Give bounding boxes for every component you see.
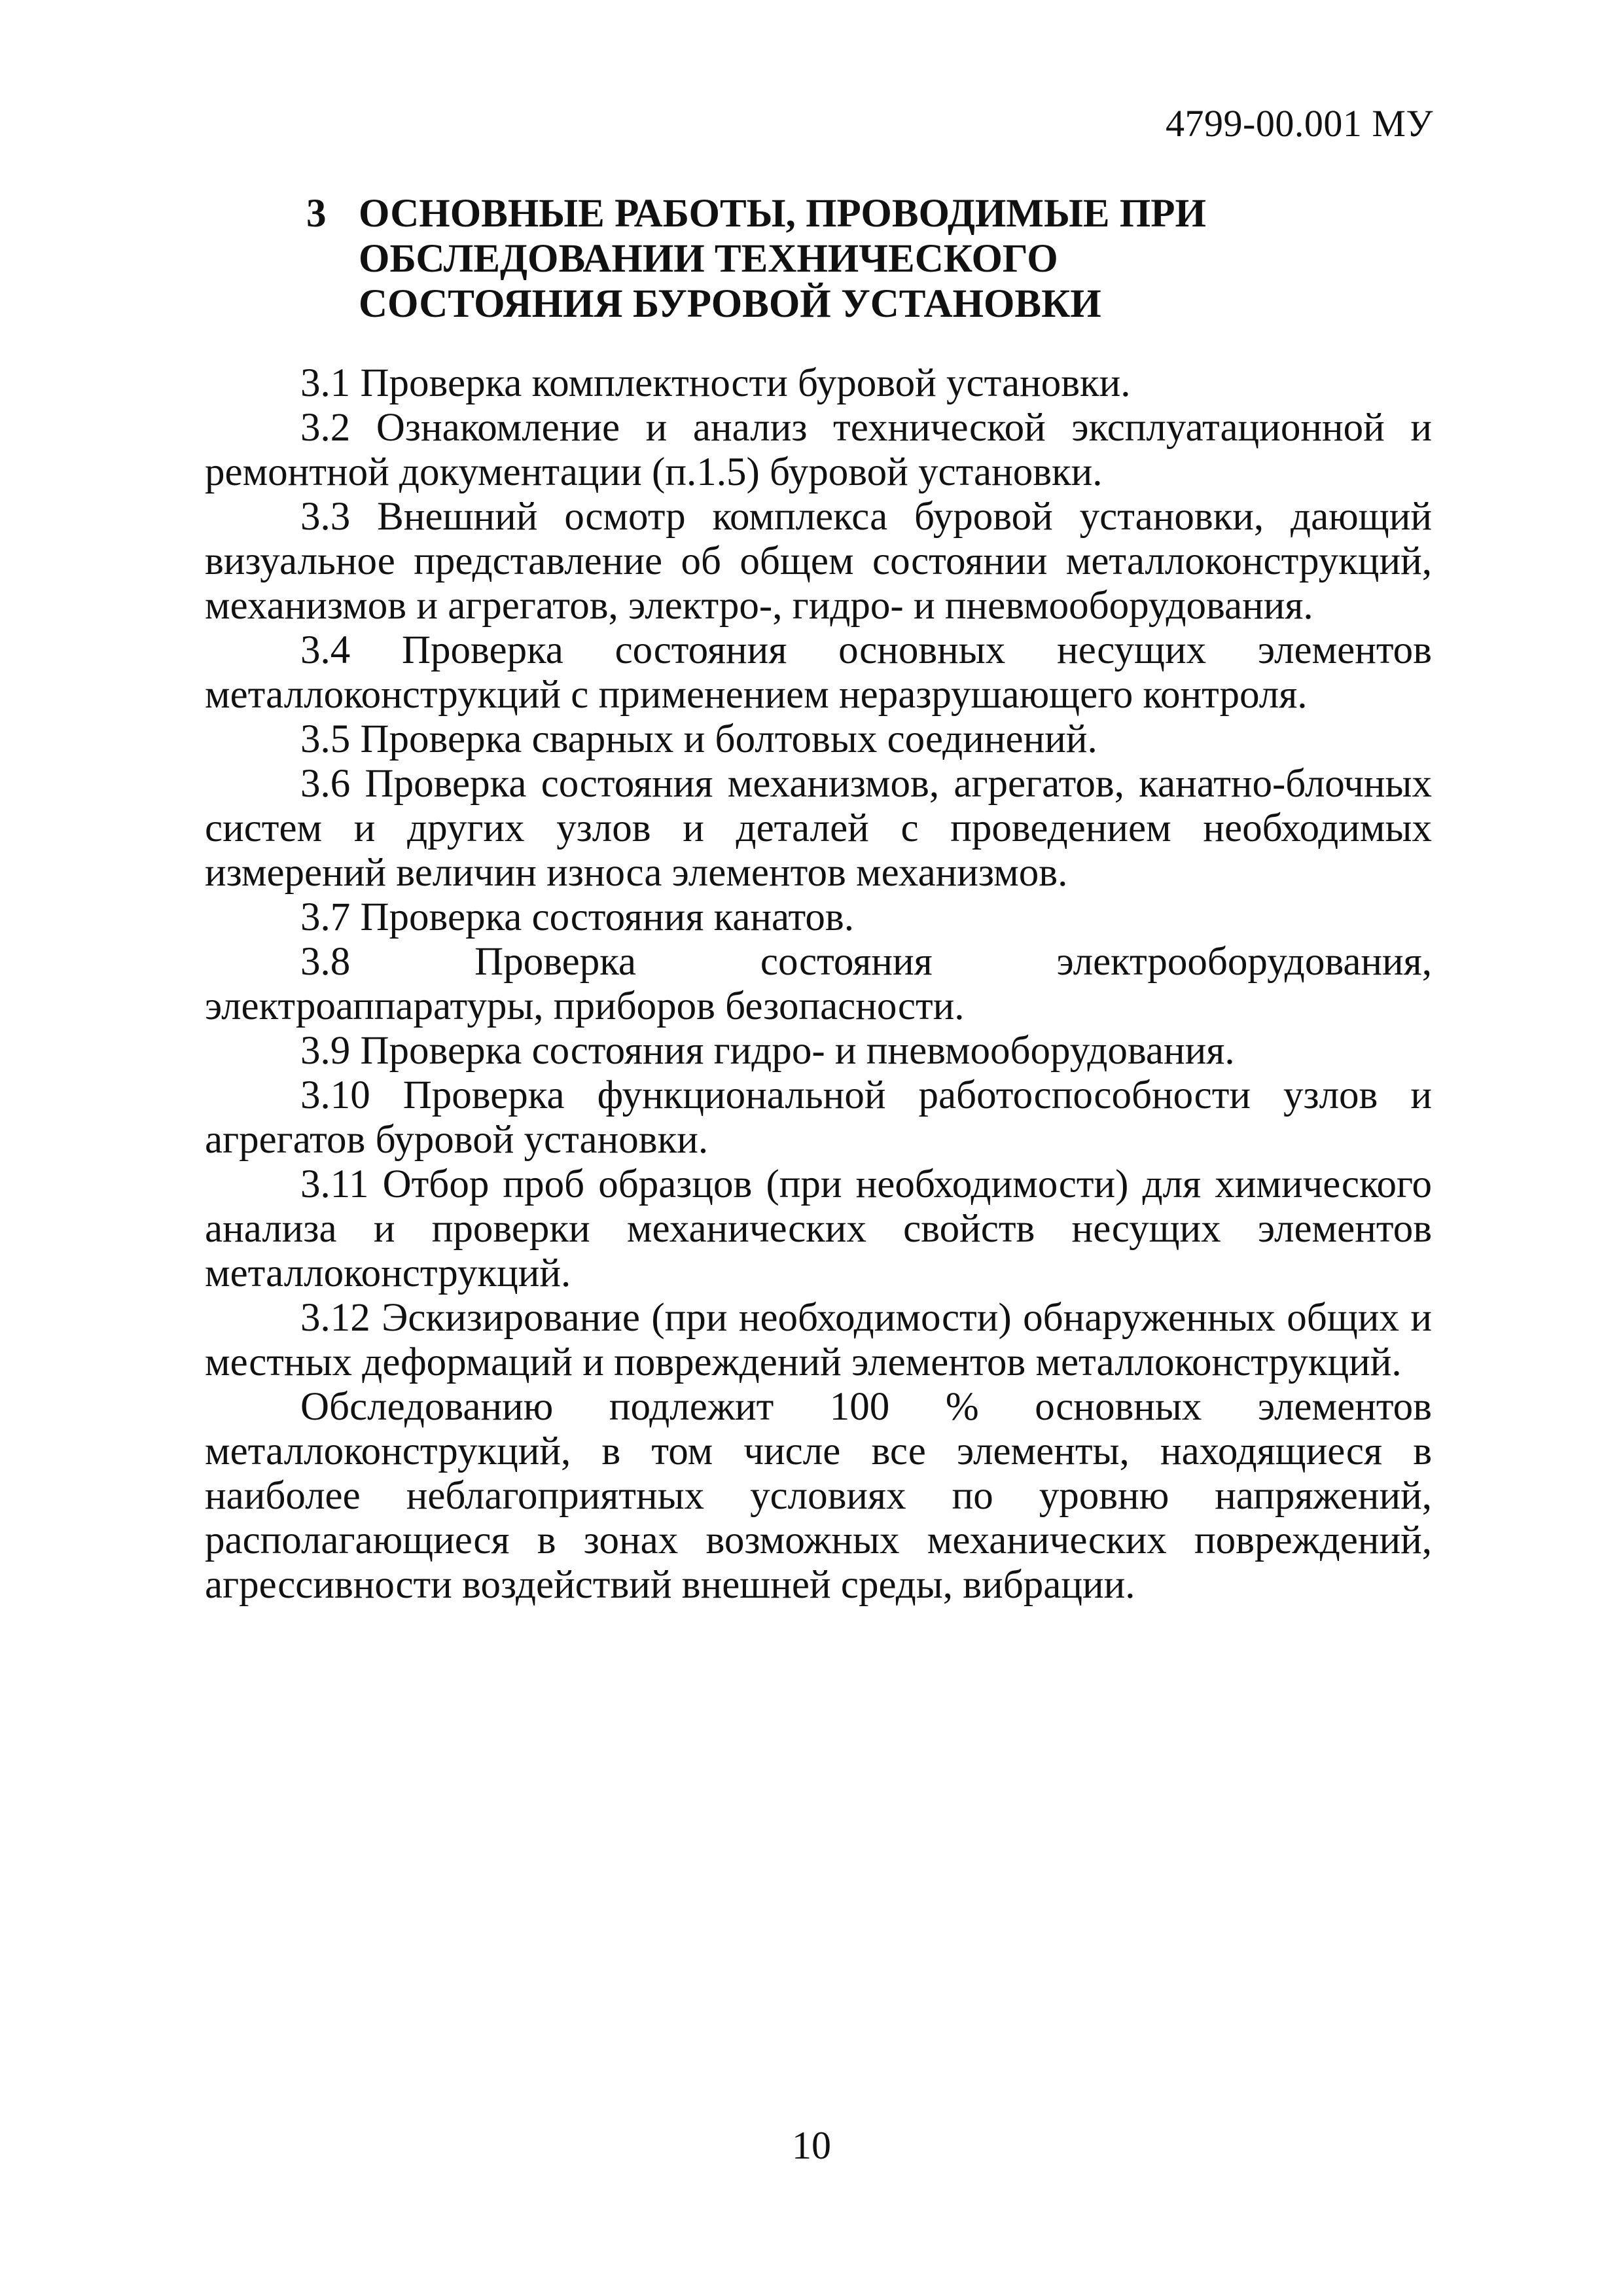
paragraph-3-12: 3.12 Эскизирование (при необходимости) обнаруженных общих и местных деформаций и повреждений элементов металлоконструкций. — [205, 1296, 1432, 1384]
section-title-line: ОСНОВНЫЕ РАБОТЫ, ПРОВОДИМЫЕ ПРИ — [359, 192, 1206, 236]
paragraph-3-11: 3.11 Отбор проб образцов (при необходимости) для химического анализа и проверки механических свойств несущих элементов металлоконструкций. — [205, 1162, 1432, 1295]
section-title-line: ОБСЛЕДОВАНИИ ТЕХНИЧЕСКОГО — [359, 237, 1058, 281]
paragraph-3-5: 3.5 Проверка сварных и болтовых соединений. — [300, 717, 1097, 761]
section-title-line: СОСТОЯНИЯ БУРОВОЙ УСТАНОВКИ — [359, 282, 1101, 326]
section-content — [205, 361, 1432, 1607]
document-code: 4799-00.001 МУ — [1166, 102, 1433, 145]
paragraph-3-1: 3.1 Проверка комплектности буровой установки. — [300, 361, 1131, 405]
paragraph-3-3: 3.3 Внешний осмотр комплекса буровой установки, дающий визуальное представление об общем состоянии металлоконструкций, механизмов и агрегатов, электро-, гидро- и пневмооборудования. — [205, 495, 1432, 628]
paragraph-3-10: 3.10 Проверка функциональной работоспособности узлов и агрегатов буровой установки. — [205, 1073, 1432, 1162]
paragraph-inspection-scope: Обследованию подлежит 100 % основных элементов металлоконструкций, в том числе все элементы, находящиеся в наиболее неблагоприятных условиях по уровню напряжений, располагающиеся в зонах возможных механических повреждений, агрессивности воздействий внешней среды, вибрации. — [205, 1385, 1432, 1607]
paragraph-3-9: 3.9 Проверка состояния гидро- и пневмооборудования. — [300, 1029, 1235, 1073]
paragraph-3-7: 3.7 Проверка состояния канатов. — [300, 895, 854, 939]
section-heading — [306, 191, 1327, 327]
page-number: 10 — [792, 2124, 831, 2167]
section-heading-line-1 — [306, 191, 1327, 236]
paragraph-3-2: 3.2 Ознакомление и анализ технической эксплуатационной и ремонтной документации (п.1.5) буровой установки. — [205, 406, 1432, 494]
paragraph-3-6: 3.6 Проверка состояния механизмов, агрегатов, канатно-блочных систем и других узлов и деталей с проведением необходимых измерений величин износа элементов механизмов. — [205, 762, 1432, 895]
paragraph-3-4: 3.4 Проверка состояния основных несущих элементов металлоконструкций с применением неразрушающего контроля. — [205, 628, 1432, 717]
section-number: 3 — [306, 192, 327, 236]
paragraph-3-8: 3.8 Проверка состояния электрооборудования, электроаппаратуры, приборов безопасности. — [205, 940, 1432, 1028]
